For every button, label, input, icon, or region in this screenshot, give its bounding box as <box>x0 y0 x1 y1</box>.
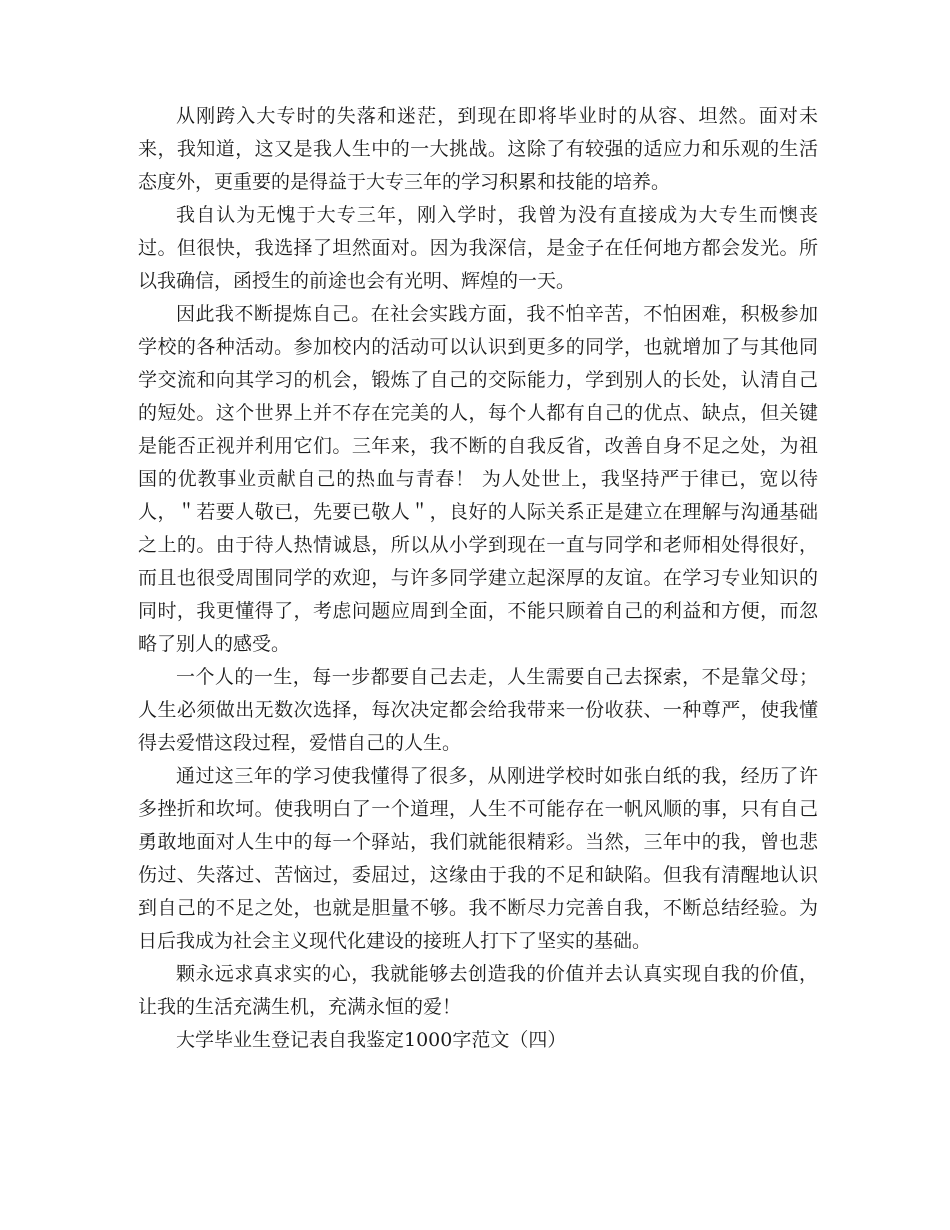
section-heading: 大学毕业生登记表自我鉴定1000字范文（四） <box>176 1029 567 1051</box>
paragraph: 我自认为无愧于大专三年，刚入学时，我曾为没有直接成为大专生而懊丧过。但很快，我选择了坦然面对。因为我深信，是金子在任何地方都会发光。所以我确信，函授生的前途也会有光明、辉煌的一天。 <box>138 204 818 292</box>
paragraph: 一个人的一生，每一步都要自己去走，人生需要自己去探索，不是靠父母；人生必须做出无数次选择，每次决定都会给我带来一份收获、一种尊严，使我懂得去爱惜这段过程，爱惜自己的人生。 <box>138 666 818 754</box>
paragraph: 颗永远求真求实的心，我就能够去创造我的价值并去认真实现自我的价值，让我的生活充满生机，充满永恒的爱！ <box>138 963 818 1018</box>
paragraph: 因此我不断提炼自己。在社会实践方面，我不怕辛苦，不怕困难，积极参加学校的各种活动。参加校内的活动可以认识到更多的同学，也就增加了与其他同学交流和向其学习的机会，锻炼了自己的交际能力，学到别人的长处，认清自己的短处。这个世界上并不存在完美的人，每个人都有自己的优点、缺点，但关键是能否正视并利用它们。三年来，我不断的自我反省，改善自身不足之处，为祖国的优教事业贡献自己的热血与青春！ 为人处世上，我坚持严于律已，宽以待人，＂若要人敬已，先要已敬人＂，良好的人际关系正是建立在理解与沟通基础之上的。由于待人热情诚恳，所以从小学到现在一直与同学和老师相处得很好，而且也很受周围同学的欢迎，与许多同学建立起深厚的友谊。在学习专业知识的同时，我更懂得了，考虑问题应周到全面，不能只顾着自己的利益和方便，而忽略了别人的感受。 <box>138 303 818 655</box>
document-body <box>138 100 818 1057</box>
paragraph: 通过这三年的学习使我懂得了很多，从刚进学校时如张白纸的我，经历了许多挫折和坎坷。使我明白了一个道理，人生不可能存在一帆风顺的事，只有自己勇敢地面对人生中的每一个驿站，我们就能很精彩。当然，三年中的我，曾也悲伤过、失落过、苦恼过，委屈过，这缘由于我的不足和缺陷。但我有清醒地认识到自己的不足之处，也就是胆量不够。我不断尽力完善自我，不断总结经验。为日后我成为社会主义现代化建设的接班人打下了坚实的基础。 <box>138 765 818 952</box>
paragraph: 从刚跨入大专时的失落和迷茫，到现在即将毕业时的从容、坦然。面对未来，我知道，这又是我人生中的一大挑战。这除了有较强的适应力和乐观的生活态度外，更重要的是得益于大专三年的学习积累和技能的培养。 <box>138 105 818 193</box>
